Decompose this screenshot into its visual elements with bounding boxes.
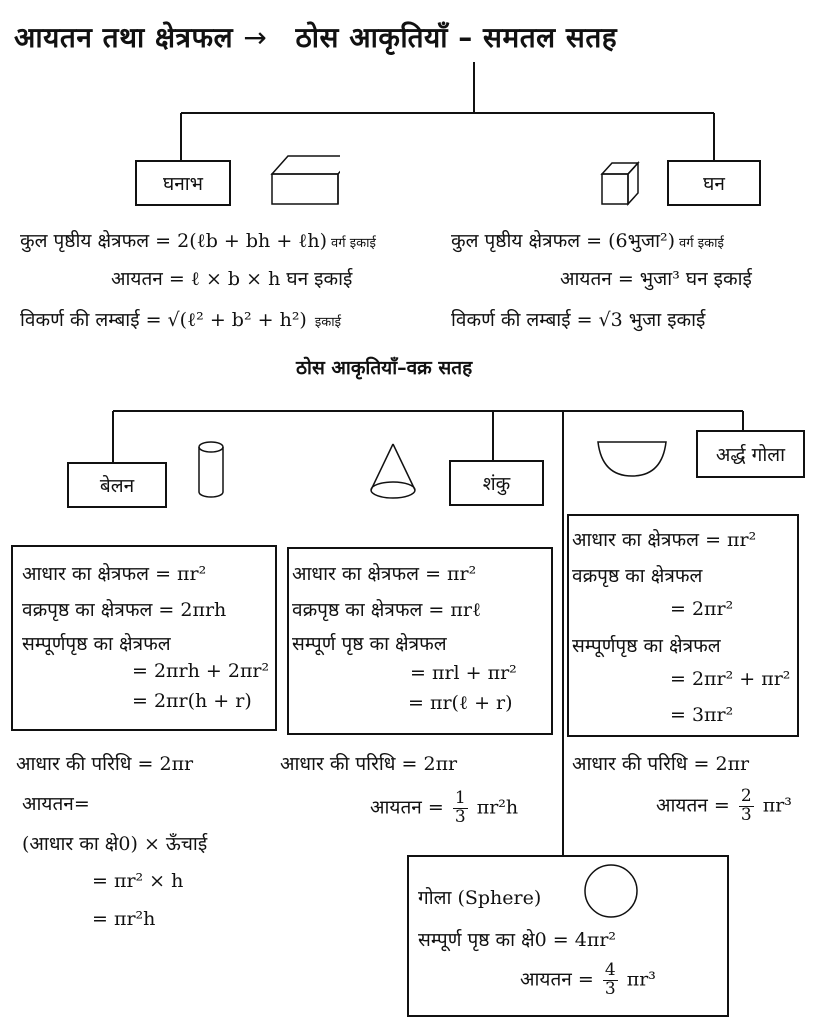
title-arrow: → [243, 21, 268, 54]
cone-label: शंकु [482, 473, 511, 495]
hemisphere-volume-fraction: $\frac{2}{3}$ [740, 786, 752, 825]
cube-icon [600, 160, 640, 208]
cuboid-diagonal: विकर्ण की लम्बाई = √(ℓ² + b² + h²) इकाई [20, 309, 341, 331]
cone-line-1: आधार का क्षेत्रफल = πr² [292, 563, 477, 585]
cone-volume: आयतन = $\frac{1}{3}$ πr²h [370, 788, 519, 827]
cone-volume-fraction: $\frac{1}{3}$ [454, 788, 466, 827]
sphere-icon [582, 862, 640, 920]
cylinder-line-5: = 2πr(h + r) [132, 690, 252, 712]
hemisphere-icon [596, 438, 668, 480]
hemisphere-line-4: सम्पूर्णपृष्ठ का क्षेत्रफल [572, 635, 721, 657]
cylinder-perimeter: आधार की परिधि = 2πr [16, 753, 194, 775]
cone-line-5: = πr(ℓ + r) [408, 692, 513, 714]
cube-volume: आयतन = भुजा³ घन इकाई [560, 268, 752, 290]
cone-line-3: सम्पूर्ण पृष्ठ का क्षेत्रफल [292, 633, 447, 655]
title-left: आयतन तथा क्षेत्रफल [14, 21, 234, 54]
cylinder-line-4: = 2πrh + 2πr² [132, 660, 270, 682]
sphere-volume: आयतन = $\frac{4}{3}$ πr³ [520, 960, 656, 999]
cone-icon [368, 440, 418, 502]
hemisphere-volume: आयतन = $\frac{2}{3}$ πr³ [656, 786, 792, 825]
curved-section-title: ठोस आकृतियाँ–वक्र सतह [296, 357, 473, 379]
cylinder-line-1: आधार का क्षेत्रफल = πr² [22, 563, 207, 585]
sphere-surface: सम्पूर्ण पृष्ठ का क्षे0 = 4πr² [418, 929, 617, 951]
title-right: ठोस आकृतियाँ – समतल सतह [295, 21, 618, 54]
cube-diagonal: विकर्ण की लम्बाई = √3 भुजा इकाई [451, 309, 706, 331]
cube-label: घन [703, 173, 725, 195]
cuboid-volume: आयतन = ℓ × b × h घन इकाई [111, 268, 353, 290]
hemisphere-line-1: आधार का क्षेत्रफल = πr² [572, 529, 757, 551]
cylinder-volume-head: आयतन= [22, 793, 90, 815]
cylinder-icon [195, 440, 227, 500]
cylinder-label: बेलन [99, 475, 135, 497]
hemisphere-line-5: = 2πr² + πr² [670, 668, 791, 690]
hemisphere-line-3: = 2πr² [670, 598, 734, 620]
hemisphere-line-2: वक्रपृष्ठ का क्षेत्रफल [572, 565, 703, 587]
cuboid-icon [268, 152, 340, 208]
hemisphere-perimeter: आधार की परिधि = 2πr [572, 753, 750, 775]
cube-surface-area: कुल पृष्ठीय क्षेत्रफल = (6भुजा²) वर्ग इकाई [451, 230, 724, 252]
cylinder-volume-l2: = πr² × h [92, 870, 184, 892]
cone-line-4: = πrl + πr² [410, 662, 517, 684]
cone-line-2: वक्रपृष्ठ का क्षेत्रफल = πrℓ [292, 599, 482, 621]
cuboid-label: घनाभ [162, 173, 204, 195]
cone-perimeter: आधार की परिधि = 2πr [280, 753, 458, 775]
cylinder-line-2: वक्रपृष्ठ का क्षेत्रफल = 2πrh [22, 599, 227, 621]
cylinder-volume-formula: (आधार का क्षे0) × ऊँचाई [22, 833, 208, 855]
hemisphere-label: अर्द्ध गोला [715, 444, 786, 466]
hemisphere-line-6: = 3πr² [670, 704, 734, 726]
cylinder-line-3: सम्पूर्णपृष्ठ का क्षेत्रफल [22, 633, 171, 655]
sphere-volume-fraction: $\frac{4}{3}$ [604, 960, 616, 999]
cylinder-volume-l3: = πr²h [92, 908, 156, 930]
cuboid-surface-area: कुल पृष्ठीय क्षेत्रफल = 2(ℓb + bh + ℓh) वर्ग इकाई [20, 230, 376, 252]
sphere-label: गोला (Sphere) [418, 887, 542, 909]
